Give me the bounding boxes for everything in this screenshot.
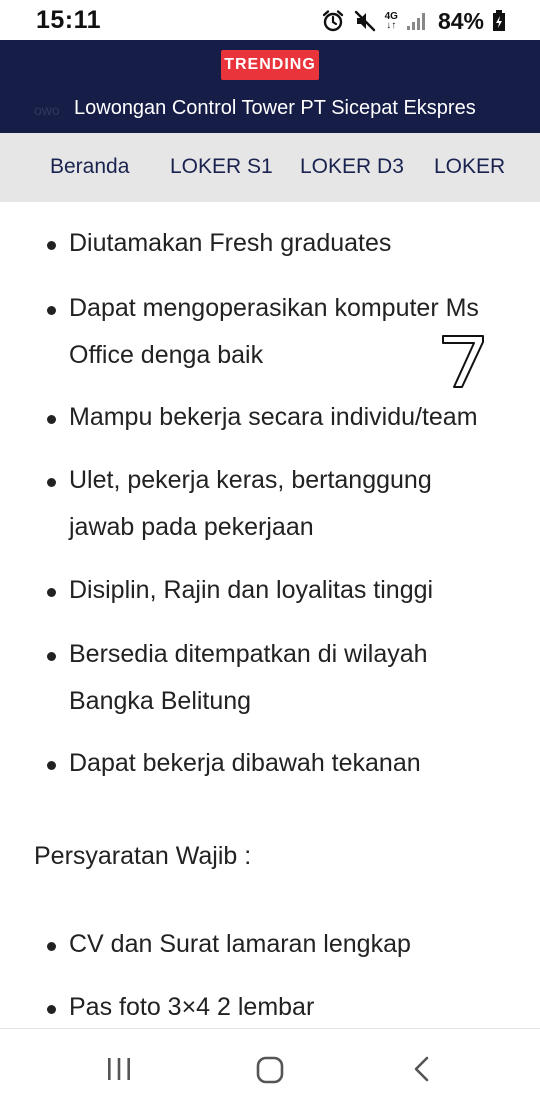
- list-item-text: Dapat bekerja dibawah tekanan: [69, 749, 421, 777]
- bullet-dot: [47, 478, 56, 487]
- bullet-dot: [47, 306, 56, 315]
- trending-ticker: [0, 97, 540, 125]
- recent-apps-icon[interactable]: [105, 1055, 133, 1088]
- bullet-dot: [47, 588, 56, 597]
- list-item-text: Bangka Belitung: [69, 687, 252, 715]
- home-icon[interactable]: [255, 1055, 285, 1090]
- battery-percent: 84%: [437, 7, 484, 34]
- nav-item-beranda[interactable]: Beranda: [50, 155, 130, 178]
- bullet-dot: [47, 241, 56, 250]
- list-item-text: Dapat mengoperasikan komputer Ms: [69, 294, 479, 322]
- bullet-dot: [47, 761, 56, 770]
- list-item-text: jawab pada pekerjaan: [69, 513, 314, 541]
- status-icons: [321, 7, 506, 35]
- bullet-dot: [47, 415, 56, 424]
- list-item-text: CV dan Surat lamaran lengkap: [69, 930, 411, 958]
- bullet-dot: [47, 1005, 56, 1014]
- section-heading: Persyaratan Wajib :: [34, 842, 252, 870]
- list-item-text: Bersedia ditempatkan di wilayah: [69, 640, 428, 668]
- network-type-label: 4G: [384, 11, 398, 22]
- system-navigation-bar: [0, 1028, 540, 1111]
- category-nav: [0, 133, 540, 202]
- annotation-seven: [440, 332, 486, 395]
- trending-header: [0, 40, 540, 133]
- trending-badge: TRENDING: [221, 50, 319, 80]
- list-item-text: Diutamakan Fresh graduates: [69, 229, 392, 257]
- trending-headline-link[interactable]: Lowongan Control Tower PT Sicepat Ekspres: [74, 97, 476, 119]
- ticker-ghost-text: owo: [34, 102, 60, 118]
- status-time: 15:11: [36, 6, 102, 34]
- bullet-dot: [47, 942, 56, 951]
- list-item-text: Disiplin, Rajin dan loyalitas tinggi: [69, 576, 434, 604]
- nav-item-loker[interactable]: LOKER: [434, 155, 506, 178]
- list-item-text: Office denga baik: [69, 341, 264, 369]
- mute-icon: [353, 9, 377, 33]
- nav-item-loker-d3[interactable]: LOKER D3: [300, 155, 404, 178]
- network-type-icon: 4G ↓↑: [384, 11, 398, 31]
- alarm-icon: [321, 9, 345, 33]
- signal-icon: [406, 11, 428, 31]
- nav-item-loker-s1[interactable]: LOKER S1: [170, 155, 273, 178]
- list-item-text: Ulet, pekerja keras, bertanggung: [69, 466, 432, 494]
- list-item-text: Pas foto 3×4 2 lembar: [69, 993, 315, 1021]
- battery-charging-icon: [492, 10, 506, 32]
- list-item-text: Mampu bekerja secara individu/team: [69, 403, 478, 431]
- back-icon[interactable]: [408, 1055, 436, 1088]
- status-bar: [0, 0, 540, 40]
- bullet-dot: [47, 652, 56, 661]
- article-content: [0, 202, 540, 1028]
